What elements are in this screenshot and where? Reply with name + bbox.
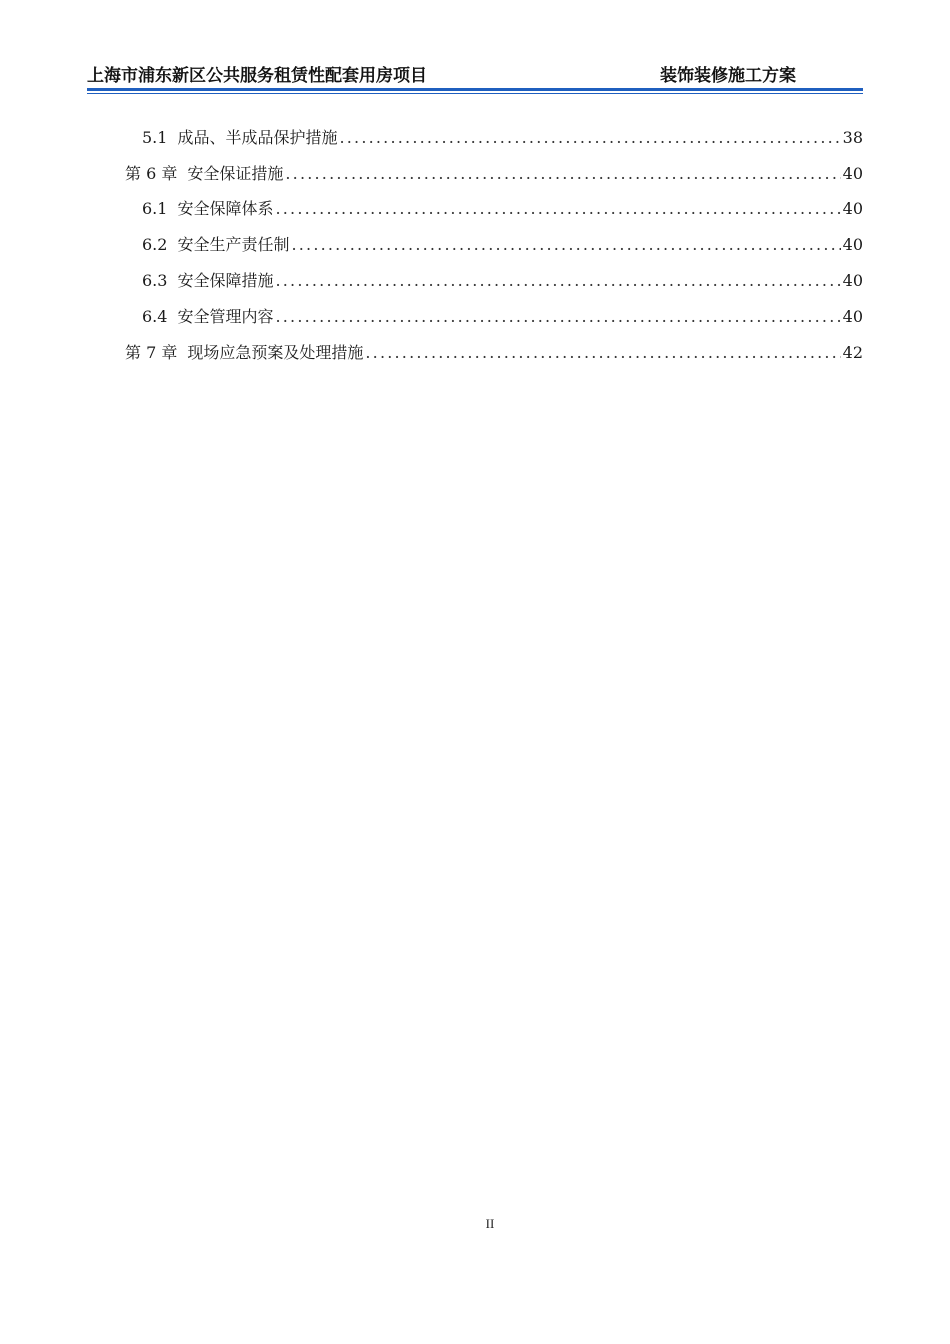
header-rule-thin bbox=[87, 93, 863, 94]
toc-entry-page: 40 bbox=[842, 235, 863, 255]
toc-dot-leader bbox=[275, 271, 840, 291]
toc-entry[interactable] bbox=[125, 263, 863, 299]
toc-entry-page: 40 bbox=[842, 271, 863, 291]
toc-entry[interactable] bbox=[125, 299, 863, 335]
toc-entry-title: 安全保障体系 bbox=[177, 199, 274, 219]
toc-entry-page: 42 bbox=[842, 342, 863, 362]
toc-dot-leader bbox=[275, 307, 840, 327]
toc-entry-title: 安全保障措施 bbox=[177, 271, 274, 291]
toc-entry-number: 第 6 章 bbox=[125, 163, 178, 183]
toc-dot-leader bbox=[339, 128, 840, 148]
toc-entry-page: 38 bbox=[842, 127, 863, 147]
toc-entry[interactable] bbox=[125, 120, 863, 156]
header-document-title: 装饰装修施工方案 bbox=[660, 66, 796, 86]
toc-entry[interactable] bbox=[125, 335, 863, 371]
header-rule-thick bbox=[87, 88, 863, 91]
toc-dot-leader bbox=[285, 164, 840, 184]
toc-entry-number: 6.3 bbox=[142, 271, 168, 291]
toc-entry-title: 安全管理内容 bbox=[177, 306, 274, 326]
toc-entry-page: 40 bbox=[842, 306, 863, 326]
toc-entry-title: 安全生产责任制 bbox=[177, 235, 290, 255]
toc-dot-leader bbox=[291, 235, 840, 255]
toc-entry[interactable] bbox=[125, 156, 863, 192]
toc-entry-number: 5.1 bbox=[142, 127, 168, 147]
page-number: II bbox=[485, 1216, 495, 1231]
toc-entry-title: 现场应急预案及处理措施 bbox=[187, 342, 364, 362]
toc-entry-page: 40 bbox=[842, 163, 863, 183]
toc-entry-title: 成品、半成品保护措施 bbox=[177, 127, 338, 147]
toc-entry-number: 第 7 章 bbox=[125, 342, 178, 362]
toc-entry-number: 6.1 bbox=[142, 199, 168, 219]
table-of-contents bbox=[125, 120, 863, 371]
toc-entry-page: 40 bbox=[842, 199, 863, 219]
toc-dot-leader bbox=[275, 199, 840, 219]
toc-entry-number: 6.4 bbox=[142, 306, 168, 326]
toc-entry-number: 6.2 bbox=[142, 235, 168, 255]
toc-entry[interactable] bbox=[125, 192, 863, 228]
header-project-title: 上海市浦东新区公共服务租赁性配套用房项目 bbox=[87, 66, 427, 86]
toc-entry[interactable] bbox=[125, 227, 863, 263]
page-header bbox=[87, 64, 863, 94]
toc-dot-leader bbox=[365, 343, 840, 363]
toc-entry-title: 安全保证措施 bbox=[187, 163, 284, 183]
